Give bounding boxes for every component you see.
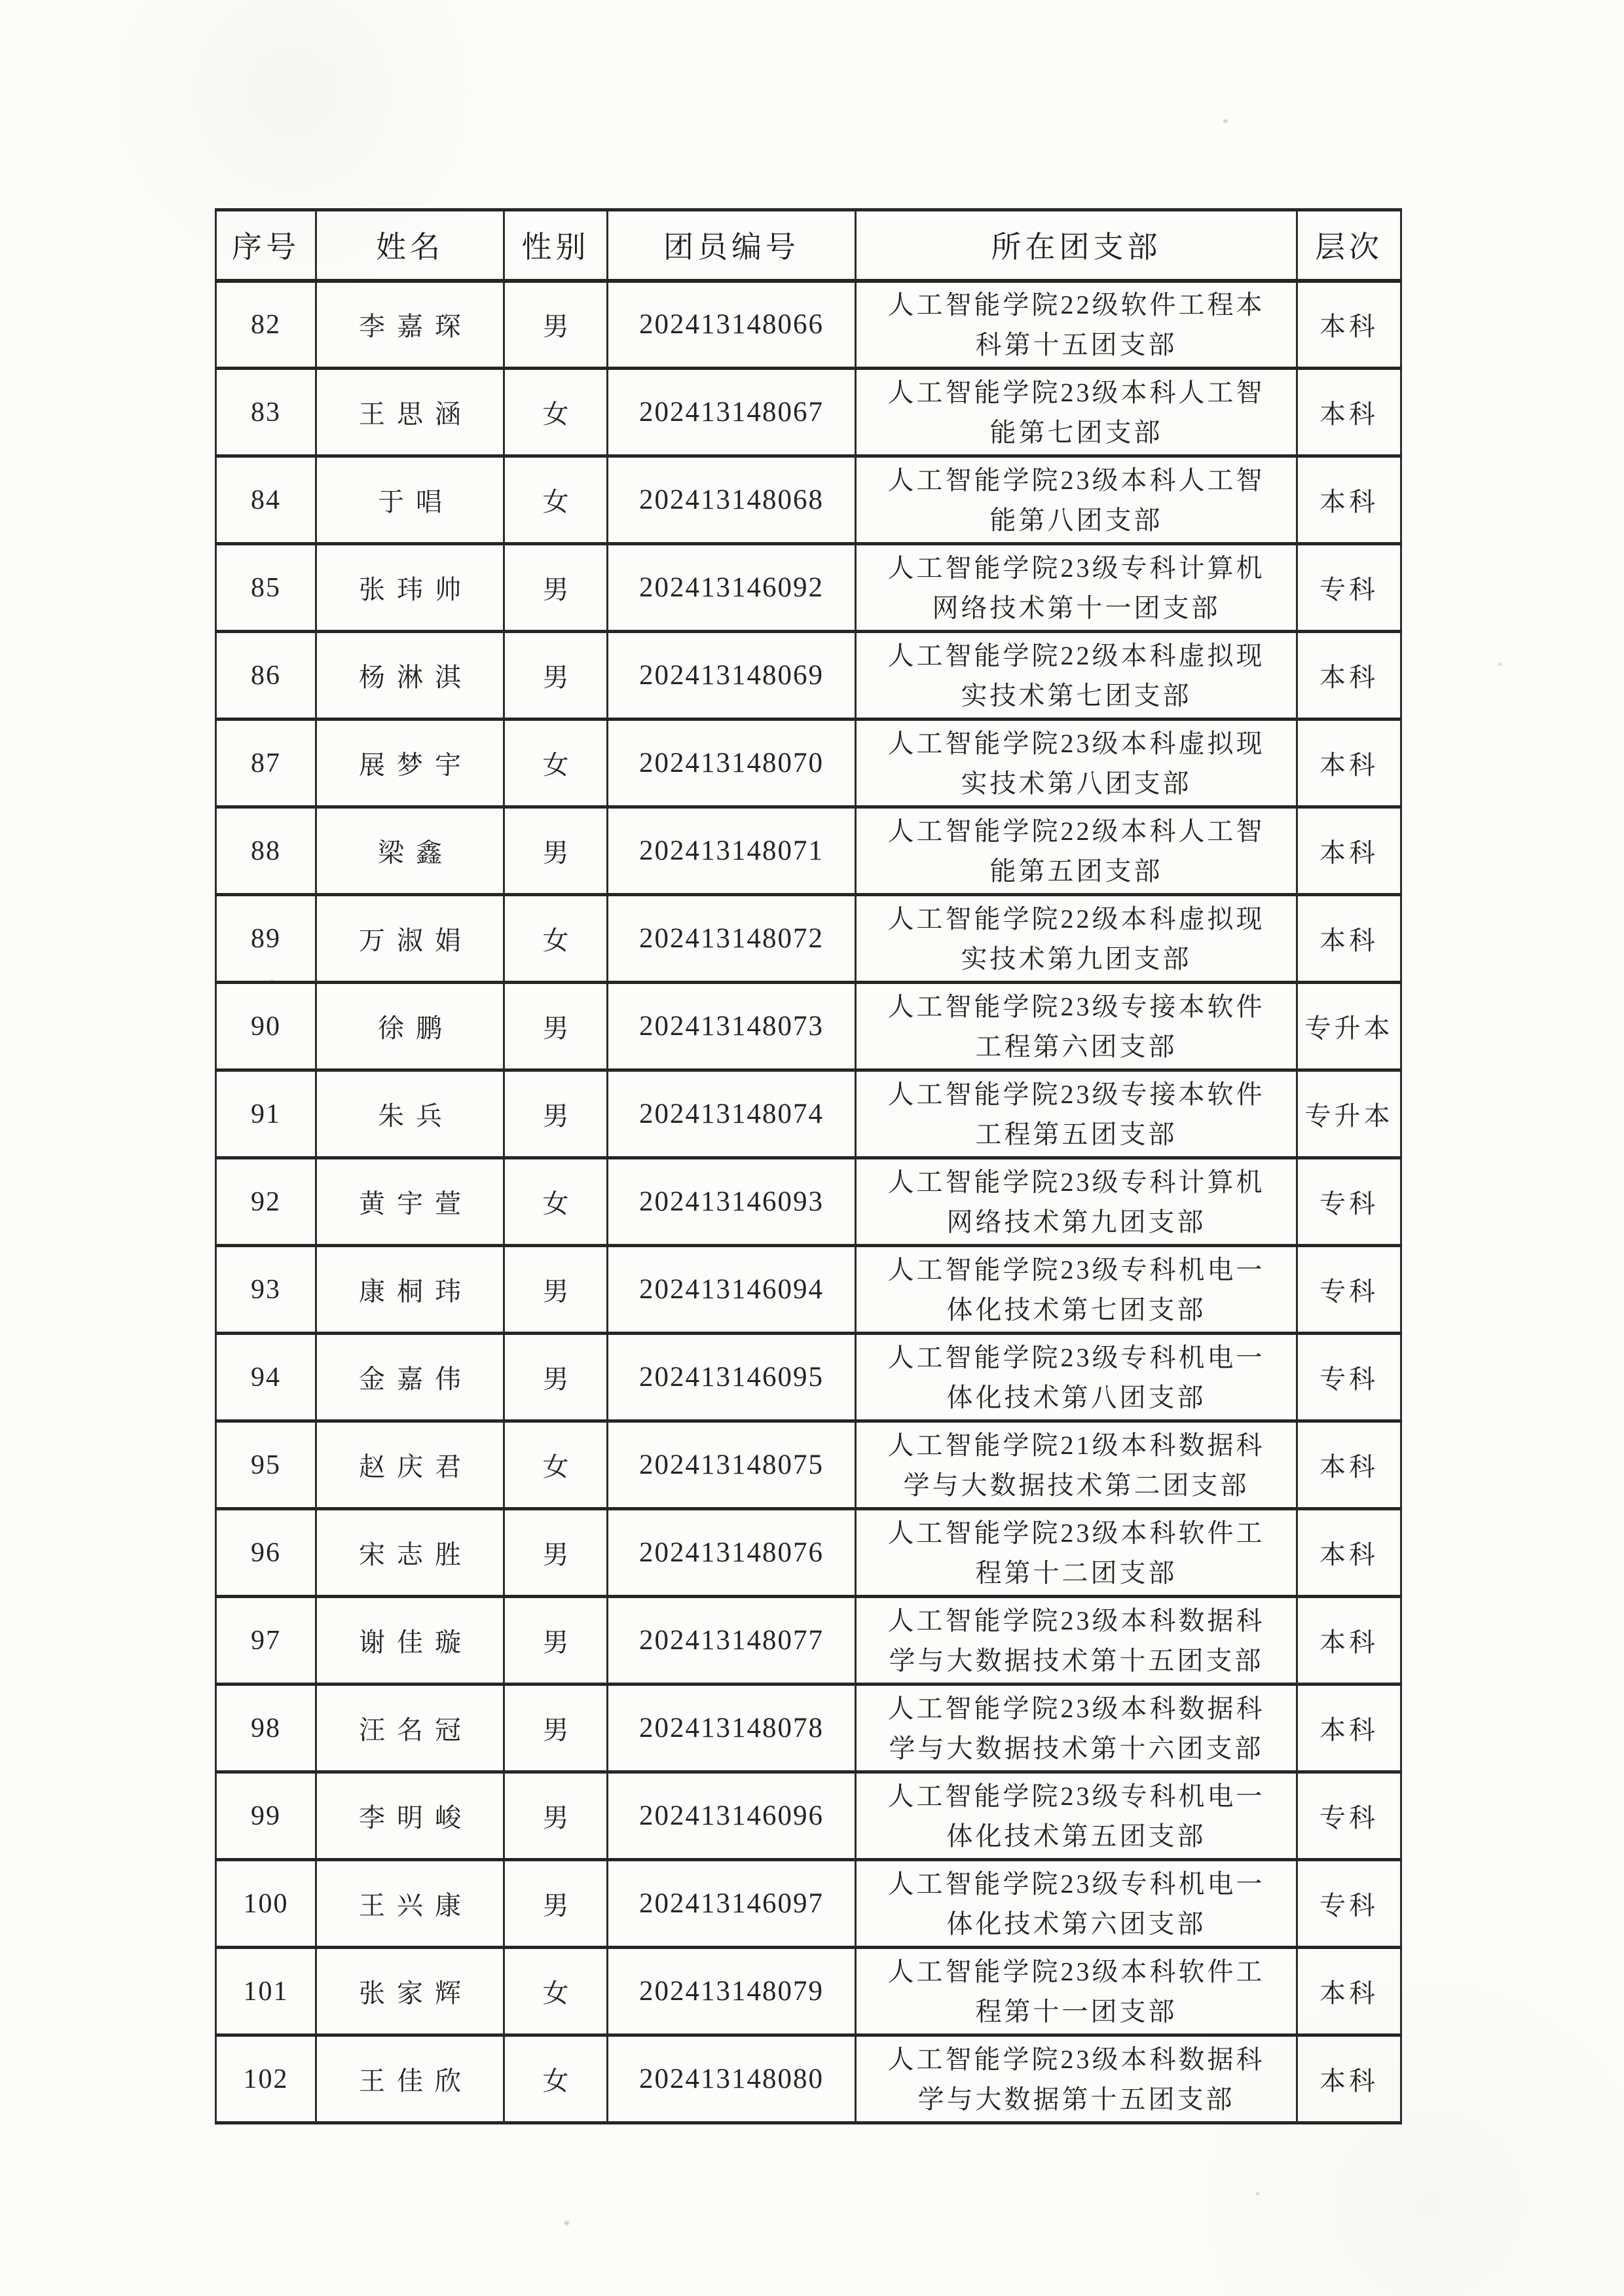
member-id-cell: 202413148075 [608, 1421, 856, 1509]
member-id-cell: 202413148071 [608, 807, 856, 895]
level-cell: 本科 [1297, 1421, 1401, 1509]
name-cell: 王兴康 [316, 1860, 504, 1948]
gender-cell: 男 [504, 1070, 608, 1158]
table-row [216, 1772, 1401, 1860]
gender-cell: 女 [504, 1421, 608, 1509]
member-id-cell: 202413146096 [608, 1772, 856, 1860]
name-cell: 张家辉 [316, 1948, 504, 2035]
header-name: 姓名 [316, 210, 504, 281]
gender-cell: 男 [504, 1860, 608, 1948]
gender-cell: 女 [504, 2035, 608, 2123]
name-cell: 宋志胜 [316, 1509, 504, 1597]
scan-speck [1256, 2192, 1259, 2195]
serial-number-cell: 101 [216, 1948, 316, 2035]
header-row [216, 210, 1401, 281]
gender-cell: 男 [504, 1685, 608, 1772]
serial-number-cell: 84 [216, 456, 316, 544]
table-row [216, 369, 1401, 456]
level-cell: 本科 [1297, 1685, 1401, 1772]
serial-number-cell: 102 [216, 2035, 316, 2123]
branch-cell: 人工智能学院23级专科计算机网络技术第九团支部 [856, 1158, 1297, 1246]
table-row [216, 456, 1401, 544]
member-id-cell: 202413148070 [608, 720, 856, 807]
gender-cell: 女 [504, 895, 608, 983]
name-cell: 李明峻 [316, 1772, 504, 1860]
header-serial-number: 序号 [216, 210, 316, 281]
serial-number-cell: 86 [216, 632, 316, 720]
table-row [216, 2035, 1401, 2123]
table-row [216, 1158, 1401, 1246]
table-row [216, 1860, 1401, 1948]
table-row [216, 1685, 1401, 1772]
branch-cell: 人工智能学院23级专接本软件工程第六团支部 [856, 983, 1297, 1070]
branch-cell: 人工智能学院23级专科机电一体化技术第七团支部 [856, 1246, 1297, 1334]
level-cell: 本科 [1297, 720, 1401, 807]
name-cell: 梁鑫 [316, 807, 504, 895]
member-id-cell: 202413148077 [608, 1597, 856, 1685]
branch-cell: 人工智能学院23级专接本软件工程第五团支部 [856, 1070, 1297, 1158]
table-row [216, 1597, 1401, 1685]
gender-cell: 男 [504, 1509, 608, 1597]
name-cell: 朱兵 [316, 1070, 504, 1158]
gender-cell: 男 [504, 807, 608, 895]
level-cell: 专科 [1297, 544, 1401, 632]
member-id-cell: 202413148067 [608, 369, 856, 456]
header-gender: 性别 [504, 210, 608, 281]
branch-cell: 人工智能学院22级本科虚拟现实技术第九团支部 [856, 895, 1297, 983]
scan-speck [1223, 119, 1228, 123]
branch-cell: 人工智能学院22级本科人工智能第五团支部 [856, 807, 1297, 895]
gender-cell: 男 [504, 983, 608, 1070]
table-row [216, 720, 1401, 807]
gender-cell: 女 [504, 1158, 608, 1246]
serial-number-cell: 82 [216, 281, 316, 369]
level-cell: 专科 [1297, 1334, 1401, 1421]
branch-cell: 人工智能学院23级本科数据科学与大数据技术第十五团支部 [856, 1597, 1297, 1685]
serial-number-cell: 93 [216, 1246, 316, 1334]
serial-number-cell: 85 [216, 544, 316, 632]
member-id-cell: 202413148076 [608, 1509, 856, 1597]
scan-speck [564, 2221, 569, 2225]
serial-number-cell: 97 [216, 1597, 316, 1685]
branch-cell: 人工智能学院23级专科机电一体化技术第八团支部 [856, 1334, 1297, 1421]
name-cell: 谢佳璇 [316, 1597, 504, 1685]
member-id-cell: 202413148072 [608, 895, 856, 983]
member-id-cell: 202413148080 [608, 2035, 856, 2123]
gender-cell: 男 [504, 1246, 608, 1334]
name-cell: 汪名冠 [316, 1685, 504, 1772]
gender-cell: 男 [504, 1334, 608, 1421]
level-cell: 本科 [1297, 369, 1401, 456]
gender-cell: 男 [504, 1597, 608, 1685]
name-cell: 展梦宇 [316, 720, 504, 807]
level-cell: 专升本 [1297, 1070, 1401, 1158]
level-cell: 本科 [1297, 895, 1401, 983]
branch-cell: 人工智能学院23级本科软件工程第十二团支部 [856, 1509, 1297, 1597]
name-cell: 赵庆君 [316, 1421, 504, 1509]
name-cell: 万淑娟 [316, 895, 504, 983]
level-cell: 本科 [1297, 1509, 1401, 1597]
table-row [216, 632, 1401, 720]
gender-cell: 男 [504, 1772, 608, 1860]
name-cell: 张玮帅 [316, 544, 504, 632]
table-row [216, 1421, 1401, 1509]
serial-number-cell: 90 [216, 983, 316, 1070]
name-cell: 康桐玮 [316, 1246, 504, 1334]
name-cell: 王佳欣 [316, 2035, 504, 2123]
serial-number-cell: 98 [216, 1685, 316, 1772]
member-id-cell: 202413148079 [608, 1948, 856, 2035]
gender-cell: 女 [504, 1948, 608, 2035]
scan-speck [1498, 663, 1502, 666]
branch-cell: 人工智能学院23级专科计算机网络技术第十一团支部 [856, 544, 1297, 632]
member-id-cell: 202413146094 [608, 1246, 856, 1334]
branch-cell: 人工智能学院21级本科数据科学与大数据技术第二团支部 [856, 1421, 1297, 1509]
member-id-cell: 202413146092 [608, 544, 856, 632]
table-row [216, 807, 1401, 895]
gender-cell: 男 [504, 632, 608, 720]
gender-cell: 男 [504, 281, 608, 369]
table-row [216, 1948, 1401, 2035]
level-cell: 本科 [1297, 1948, 1401, 2035]
header-member-id: 团员编号 [608, 210, 856, 281]
branch-cell: 人工智能学院23级专科机电一体化技术第六团支部 [856, 1860, 1297, 1948]
member-roster-table [215, 208, 1402, 2124]
serial-number-cell: 100 [216, 1860, 316, 1948]
table-row [216, 983, 1401, 1070]
member-id-cell: 202413148066 [608, 281, 856, 369]
header-league-branch: 所在团支部 [856, 210, 1297, 281]
level-cell: 本科 [1297, 2035, 1401, 2123]
level-cell: 专科 [1297, 1158, 1401, 1246]
member-id-cell: 202413146095 [608, 1334, 856, 1421]
serial-number-cell: 88 [216, 807, 316, 895]
member-id-cell: 202413148069 [608, 632, 856, 720]
gender-cell: 女 [504, 720, 608, 807]
name-cell: 徐鹏 [316, 983, 504, 1070]
name-cell: 黄宇萱 [316, 1158, 504, 1246]
gender-cell: 女 [504, 369, 608, 456]
table-row [216, 281, 1401, 369]
gender-cell: 男 [504, 544, 608, 632]
table-row [216, 1246, 1401, 1334]
gender-cell: 女 [504, 456, 608, 544]
serial-number-cell: 91 [216, 1070, 316, 1158]
level-cell: 本科 [1297, 807, 1401, 895]
branch-cell: 人工智能学院23级专科机电一体化技术第五团支部 [856, 1772, 1297, 1860]
member-id-cell: 202413148078 [608, 1685, 856, 1772]
branch-cell: 人工智能学院23级本科人工智能第八团支部 [856, 456, 1297, 544]
table-row [216, 1070, 1401, 1158]
level-cell: 专科 [1297, 1246, 1401, 1334]
branch-cell: 人工智能学院23级本科数据科学与大数据技术第十六团支部 [856, 1685, 1297, 1772]
name-cell: 李嘉琛 [316, 281, 504, 369]
branch-cell: 人工智能学院23级本科软件工程第十一团支部 [856, 1948, 1297, 2035]
table-row [216, 544, 1401, 632]
branch-cell: 人工智能学院22级软件工程本科第十五团支部 [856, 281, 1297, 369]
serial-number-cell: 87 [216, 720, 316, 807]
name-cell: 王思涵 [316, 369, 504, 456]
branch-cell: 人工智能学院23级本科人工智能第七团支部 [856, 369, 1297, 456]
level-cell: 专升本 [1297, 983, 1401, 1070]
member-id-cell: 202413146093 [608, 1158, 856, 1246]
serial-number-cell: 92 [216, 1158, 316, 1246]
name-cell: 杨淋淇 [316, 632, 504, 720]
branch-cell: 人工智能学院23级本科虚拟现实技术第八团支部 [856, 720, 1297, 807]
member-id-cell: 202413148068 [608, 456, 856, 544]
level-cell: 本科 [1297, 1597, 1401, 1685]
branch-cell: 人工智能学院23级本科数据科学与大数据第十五团支部 [856, 2035, 1297, 2123]
level-cell: 本科 [1297, 281, 1401, 369]
level-cell: 本科 [1297, 456, 1401, 544]
member-id-cell: 202413146097 [608, 1860, 856, 1948]
serial-number-cell: 99 [216, 1772, 316, 1860]
serial-number-cell: 83 [216, 369, 316, 456]
serial-number-cell: 96 [216, 1509, 316, 1597]
level-cell: 本科 [1297, 632, 1401, 720]
name-cell: 于唱 [316, 456, 504, 544]
table-row [216, 1509, 1401, 1597]
serial-number-cell: 89 [216, 895, 316, 983]
level-cell: 专科 [1297, 1860, 1401, 1948]
header-level: 层次 [1297, 210, 1401, 281]
serial-number-cell: 95 [216, 1421, 316, 1509]
name-cell: 金嘉伟 [316, 1334, 504, 1421]
branch-cell: 人工智能学院22级本科虚拟现实技术第七团支部 [856, 632, 1297, 720]
level-cell: 专科 [1297, 1772, 1401, 1860]
serial-number-cell: 94 [216, 1334, 316, 1421]
table-row [216, 1334, 1401, 1421]
member-id-cell: 202413148074 [608, 1070, 856, 1158]
member-id-cell: 202413148073 [608, 983, 856, 1070]
table-row [216, 895, 1401, 983]
